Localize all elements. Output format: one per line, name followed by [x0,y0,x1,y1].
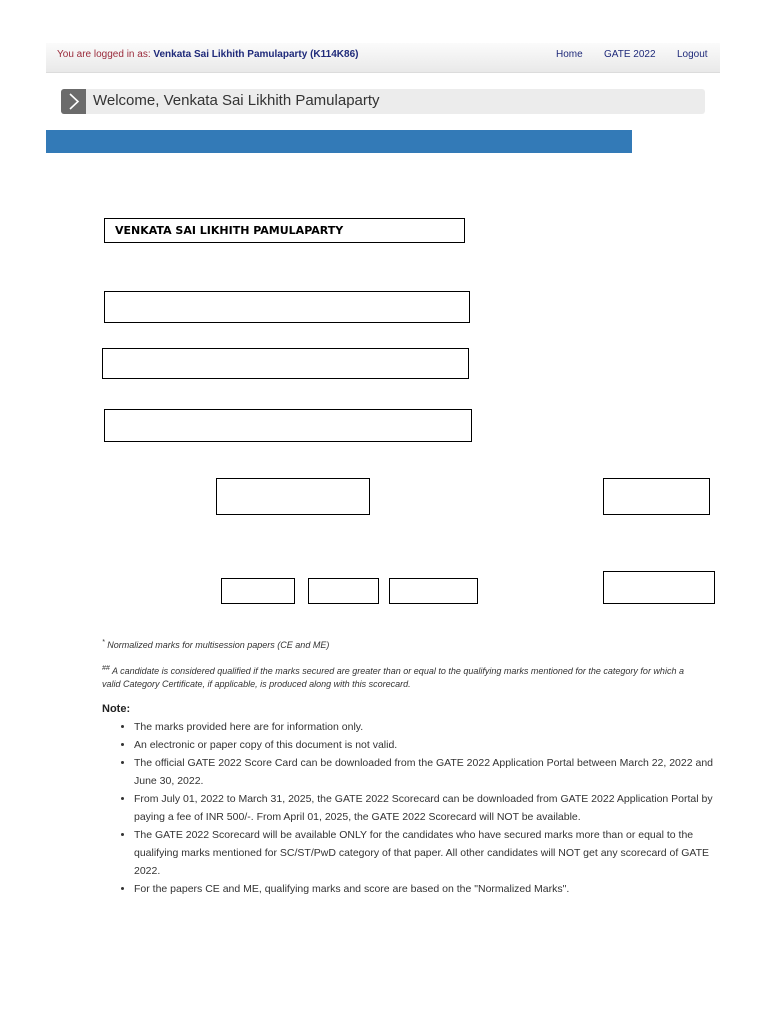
redacted-field-3 [104,409,472,442]
nav-home-link[interactable]: Home [556,49,583,60]
redacted-field-6 [221,578,295,604]
list-item: • From July 01, 2022 to March 31, 2025, the GATE 2022 Scorecard can be downloaded from GATE 2022 Application Portal by paying a fee of INR 500/-. From April 01, 2025, the GATE 2022 Scorecard will NOT be available. [134,790,714,826]
candidate-name-field: VENKATA SAI LIKHITH PAMULAPARTY [104,218,465,243]
nav-gate-2022-link[interactable]: GATE 2022 [604,49,656,60]
chevron-right-icon [61,89,86,114]
logged-in-user: Venkata Sai Likhith Pamulaparty (K114K86) [153,49,359,60]
list-item: • The official GATE 2022 Score Card can be downloaded from the GATE 2022 Application Portal between March 22, 2022 and June 30, 2022. [134,754,714,790]
footnote-qualified-text: A candidate is considered qualified if the marks secured are greater than or equal to the qualifying marks mentioned for the category for which a valid Category Certificate, if applicable, is produced along with this scorecard. [102,666,684,689]
redacted-field-4 [216,478,370,515]
list-item: • The GATE 2022 Scorecard will be available ONLY for the candidates who have secured marks more than or equal to the qualifying marks mentioned for SC/ST/PwD category of that paper. All other candidates will NOT get any scorecard of GATE 2022. [134,826,714,880]
note-title: Note: [102,703,131,715]
section-header-bar [46,130,632,153]
redacted-field-2 [102,348,469,379]
list-item: • An electronic or paper copy of this document is not valid. [134,736,714,754]
login-info [57,49,358,60]
note-list [116,718,714,898]
list-item: • For the papers CE and ME, qualifying marks and score are based on the "Normalized Marks". [134,880,714,898]
welcome-banner [61,89,705,114]
welcome-text: Welcome, Venkata Sai Likhith Pamulaparty [93,92,380,109]
top-bar [46,43,720,73]
footnote-marker-hash: ## [102,665,110,672]
redacted-field-8 [389,578,478,604]
logged-in-label: You are logged in as: [57,49,151,60]
footnote-normalized [102,636,692,652]
list-item: • The marks provided here are for information only. [134,718,714,736]
nav-logout-link[interactable]: Logout [677,49,708,60]
footnote-qualified [102,662,692,691]
redacted-field-7 [308,578,379,604]
footnote-marker-star: * [102,639,105,646]
redacted-field-5 [603,478,710,515]
redacted-field-9 [603,571,715,604]
footnote-normalized-text: Normalized marks for multisession papers (CE and ME) [107,640,330,650]
redacted-field-1 [104,291,470,323]
